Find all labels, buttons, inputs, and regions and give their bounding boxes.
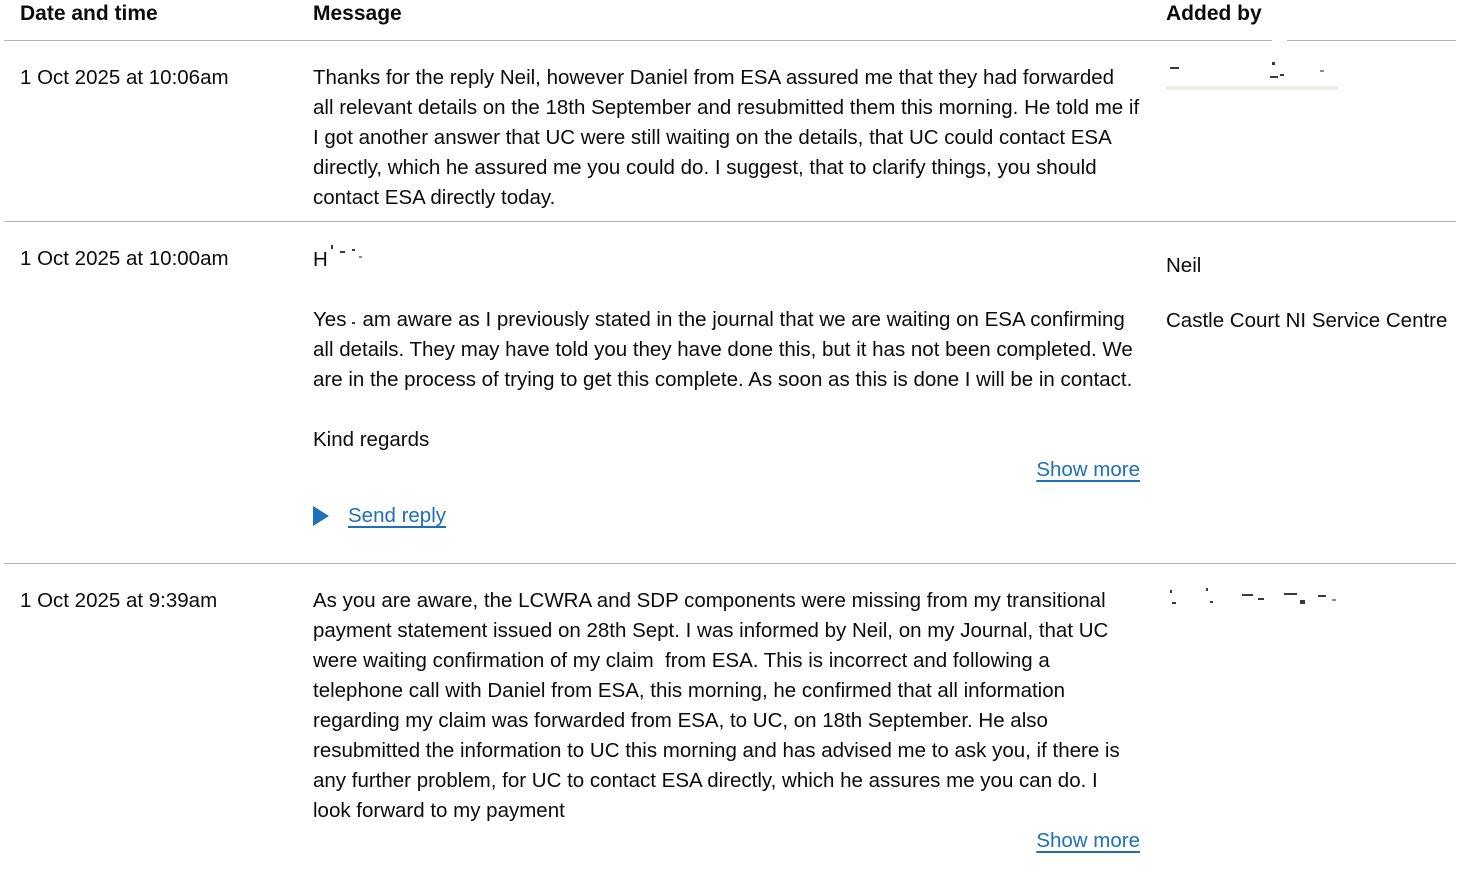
greeting-text: H — [313, 248, 328, 271]
show-more-link[interactable]: Show more — [1036, 458, 1140, 481]
entry-message — [313, 244, 1166, 531]
show-more-row — [313, 826, 1140, 856]
message-greeting — [313, 244, 1140, 275]
entry-date: 1 Oct 2025 at 9:39am — [20, 589, 218, 612]
added-by-office: Castle Court NI Service Centre — [1166, 309, 1448, 332]
entry-message — [313, 586, 1166, 856]
redaction-artifact-on-divider — [1272, 38, 1287, 42]
entry-date: 1 Oct 2025 at 10:00am — [20, 247, 229, 270]
redacted-name-inline — [328, 244, 402, 266]
show-more-row — [313, 455, 1140, 485]
entry-date: 1 Oct 2025 at 10:06am — [20, 66, 229, 89]
column-header-added-by: Added by — [1166, 2, 1262, 25]
message-paragraph: Thanks for the reply Neil, however Daniel from ESA assured me that they had forwarded all relevant details on the 18th September and resubmitted them this morning. He told me if I got another answer that UC were still waiting on the details, that UC could contact ESA directly, which he assured me you could do. I suggest, that to clarify things, you should contact ESA directly today. — [313, 66, 1140, 209]
redacted-word — [346, 308, 362, 326]
journal-entry-3 — [4, 564, 1456, 856]
entry-added-by — [1166, 244, 1456, 531]
journal-entry-1 — [4, 41, 1456, 222]
show-more-link[interactable]: Show more — [1036, 829, 1140, 852]
redacted-name — [1166, 582, 1351, 616]
journal-messages-table — [4, 0, 1456, 856]
entry-added-by — [1166, 586, 1456, 856]
column-header-date: Date and time — [20, 2, 158, 25]
entry-added-by — [1166, 63, 1456, 213]
send-reply-row — [313, 501, 1140, 531]
table-header-row — [4, 0, 1456, 41]
journal-entry-2 — [4, 222, 1456, 564]
message-signoff: Kind regards — [313, 428, 430, 451]
entry-message — [313, 63, 1166, 213]
send-reply-arrow-icon — [313, 506, 329, 526]
redacted-name — [1166, 59, 1356, 91]
message-paragraph: Yes am aware as I previously stated in the journal that we are waiting on ESA confirming all details. They may have told you they have done this, but it has not been completed. We are in the process of trying to get this complete. As soon as this is done I will be in contact. — [313, 308, 1133, 391]
send-reply-link[interactable]: Send reply — [348, 504, 447, 527]
column-header-message: Message — [313, 2, 402, 25]
message-paragraph: As you are aware, the LCWRA and SDP components were missing from my transitional payment statement issued on 28th Sept. I was informed by Neil, on my Journal, that UC were waiting confirmation of my claim from ESA. This is incorrect and following a telephone call with Daniel from ESA, this morning, he confirmed that all information regarding my claim was forwarded from ESA, to UC, on 18th September. He also resubmitted the information to UC this morning and has advised me to ask you, if there is any further problem, for UC to contact ESA directly, which he assures me you can do. I look forward to my payment — [313, 589, 1126, 822]
added-by-name: Neil — [1166, 254, 1202, 277]
